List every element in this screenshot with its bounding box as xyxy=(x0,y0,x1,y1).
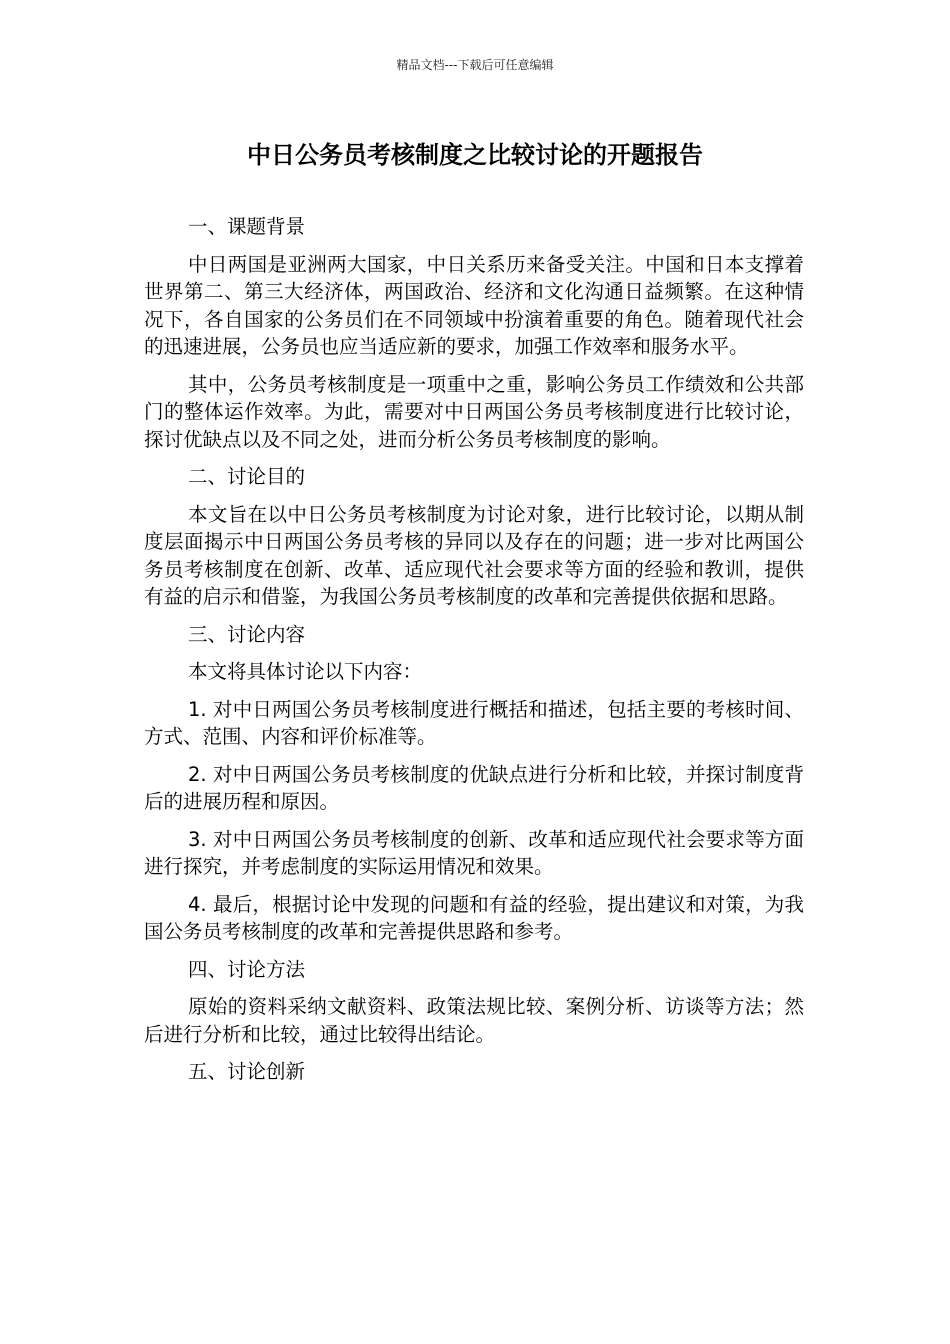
list-item: 4. 最后，根据讨论中发现的问题和有益的经验，提出建议和对策，为我国公务员考核制度的改革和完善提供思路和参考。 xyxy=(144,892,804,943)
document-title: 中日公务员考核制度之比较讨论的开题报告 xyxy=(247,141,703,169)
section-heading-purpose: 二、讨论目的 xyxy=(188,465,306,488)
paragraph: 其中，公务员考核制度是一项重中之重，影响公务员工作绩效和公共部门的整体运作效率。为此，需要对中日两国公务员考核制度进行比较讨论，探讨优缺点以及不同之处，进而分析公务员考核制度的影响。 xyxy=(144,372,804,451)
list-item: 2. 对中日两国公务员考核制度的优缺点进行分析和比较，并探讨制度背后的进展历程和原因。 xyxy=(144,762,804,813)
page-header: 精品文档---下载后可任意编辑 xyxy=(396,58,554,72)
paragraph: 本文将具体讨论以下内容： xyxy=(188,660,423,683)
section-heading-background: 一、课题背景 xyxy=(188,215,306,238)
list-item: 3. 对中日两国公务员考核制度的创新、改革和适应现代社会要求等方面进行探究，并考虑制度的实际运用情况和效果。 xyxy=(144,827,804,878)
paragraph: 本文旨在以中日公务员考核制度为讨论对象，进行比较讨论，以期从制度层面揭示中日两国公务员考核的异同以及存在的问题；进一步对比两国公务员考核制度在创新、改革、适应现代社会要求等方面的经验和教训，提供有益的启示和借鉴，为我国公务员考核制度的改革和完善提供依据和思路。 xyxy=(144,502,804,608)
list-item: 1. 对中日两国公务员考核制度进行概括和描述，包括主要的考核时间、方式、范围、内容和评价标准等。 xyxy=(144,697,804,748)
paragraph: 中日两国是亚洲两大国家，中日关系历来备受关注。中国和日本支撑着世界第二、第三大经济体，两国政治、经济和文化沟通日益频繁。在这种情况下，各自国家的公务员们在不同领域中扮演着重要的角色。随着现代社会的迅速进展，公务员也应当适应新的要求，加强工作效率和服务水平。 xyxy=(144,252,804,358)
document-body xyxy=(144,213,804,1096)
section-heading-innovation: 五、讨论创新 xyxy=(188,1060,306,1083)
section-heading-content: 三、讨论内容 xyxy=(188,622,306,646)
paragraph: 原始的资料采纳文献资料、政策法规比较、案例分析、访谈等方法；然后进行分析和比较，通过比较得出结论。 xyxy=(144,995,804,1046)
section-heading-method: 四、讨论方法 xyxy=(188,957,306,981)
